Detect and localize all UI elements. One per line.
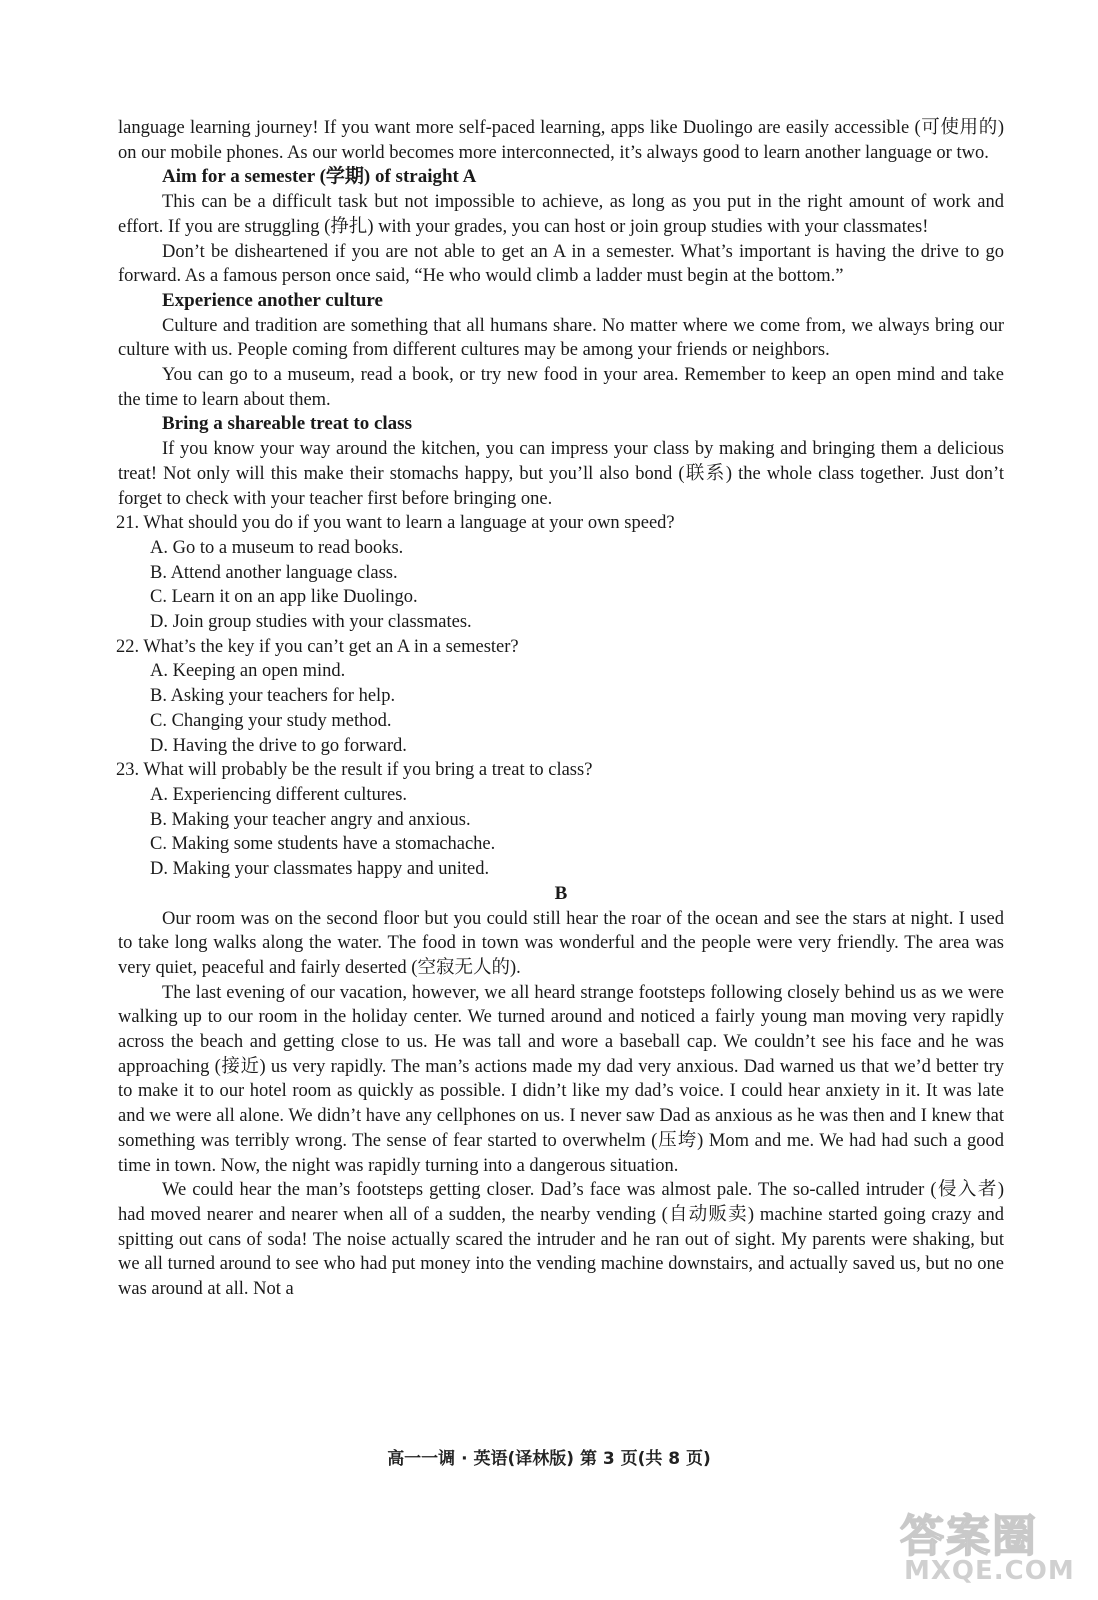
option-d: D. Making your classmates happy and united. [150,859,490,880]
question-stem: 22. What’s the key if you can’t get an A in a semester? [116,636,519,657]
heading-treat: Bring a shareable treat to class [162,413,412,435]
question-22 [118,635,1004,759]
option-a: A. Keeping an open mind. [150,661,346,682]
page-footer: 高一一调 · 英语(译林版) 第 3 页(共 8 页) [387,1449,711,1469]
section-b-heading: B [554,882,568,904]
paragraph: Don’t be disheartened if you are not able to get an A in a semester. What’s important is having the drive to go forward. As a famous person once said, “He who would climb a ladder must begin at the bottom.” [118,241,1004,287]
paragraph: You can go to a museum, read a book, or try new food in your area. Remember to keep an open mind and take the time to learn about them. [118,365,1004,410]
paragraph: Culture and tradition are something that all humans share. No matter where we come from, we always bring our culture with us. People coming from different cultures may be among your friends or neighbors. [118,315,1004,361]
paragraph: If you know your way around the kitchen, you can impress your class by making and bringing them a delicious treat! Not only will this make their stomachs happy, but you’ll also bond (联系) the whole class together. Just don’t forget to check with your teacher first before bringing one. [118,439,1004,509]
question-stem: 23. What will probably be the result if you bring a treat to class? [116,760,593,781]
page-content [118,116,1004,1302]
option-d: D. Having the drive to go forward. [150,735,407,756]
paragraph: We could hear the man’s footsteps getting closer. Dad’s face was almost pale. The so-called intruder (侵入者) had moved nearer and nearer when all of a sudden, the nearby vending (自动贩卖) machine started going crazy and spitting out cans of soda! The noise actually scared the intruder and he ran out of sight. My parents were shaking, but we all turned around to see who had put money into the vending machine downstairs, and actually saved us, but no one was around at all. Not a [118,1180,1004,1300]
watermark-logo-text: 答案圈 [900,1511,1038,1562]
heading-semester: Aim for a semester (学期) of straight A [162,166,477,188]
question-stem: 21. What should you do if you want to learn a language at your own speed? [116,513,675,534]
option-c: C. Making some students have a stomachache. [150,834,496,855]
paragraph: This can be a difficult task but not impossible to achieve, as long as you put in the right amount of work and effort. If you are struggling (挣扎) with your grades, you can host or join group studies with your classmates! [118,192,1004,237]
continued-paragraph: language learning journey! If you want more self-paced learning, apps like Duolingo are easily accessible (可使用的) on our mobile phones. As our world becomes more interconnected, it’s always good to learn another language or two. [118,118,1004,163]
option-b: B. Asking your teachers for help. [150,686,396,707]
option-b: B. Making your teacher angry and anxious. [150,809,471,830]
paragraph: The last evening of our vacation, however, we all heard strange footsteps following closely behind us as we were walking up to our room in the holiday center. We turned around and noticed a fairly young man moving very rapidly across the beach and getting close to us. He was tall and wore a baseball cap. We couldn’t see his face and he was approaching (接近) us very rapidly. The man’s actions made my dad very anxious. Dad warned us that we’d better try to make it to our hotel room as quickly as possible. I didn’t like my dad’s voice. I could hear anxiety in it. It was late and we were all alone. We didn’t have any cellphones on us. I never saw Dad as anxious as he was then and I knew that something was terribly wrong. The sense of fear started to overwhelm (压垮) Mom and me. We had had such a good time in town. Now, the night was rapidly turning into a dangerous situation. [118,982,1004,1176]
paragraph: Our room was on the second floor but you could still hear the roar of the ocean and see the stars at night. I used to take long walks along the water. The food in town was wonderful and the people were very friendly. The area was very quiet, peaceful and fairly deserted (空寂无人的). [118,908,1004,978]
option-a: A. Go to a museum to read books. [150,537,404,558]
watermark-url: MXQE.COM [904,1556,1075,1586]
watermark-logo [900,1500,1080,1590]
option-d: D. Join group studies with your classmates. [150,612,472,633]
question-23 [118,758,1004,882]
option-c: C. Learn it on an app like Duolingo. [150,587,418,608]
question-21 [118,511,1004,635]
option-c: C. Changing your study method. [150,710,392,731]
heading-culture: Experience another culture [162,289,383,311]
option-a: A. Experiencing different cultures. [150,784,408,805]
option-b: B. Attend another language class. [150,562,398,583]
